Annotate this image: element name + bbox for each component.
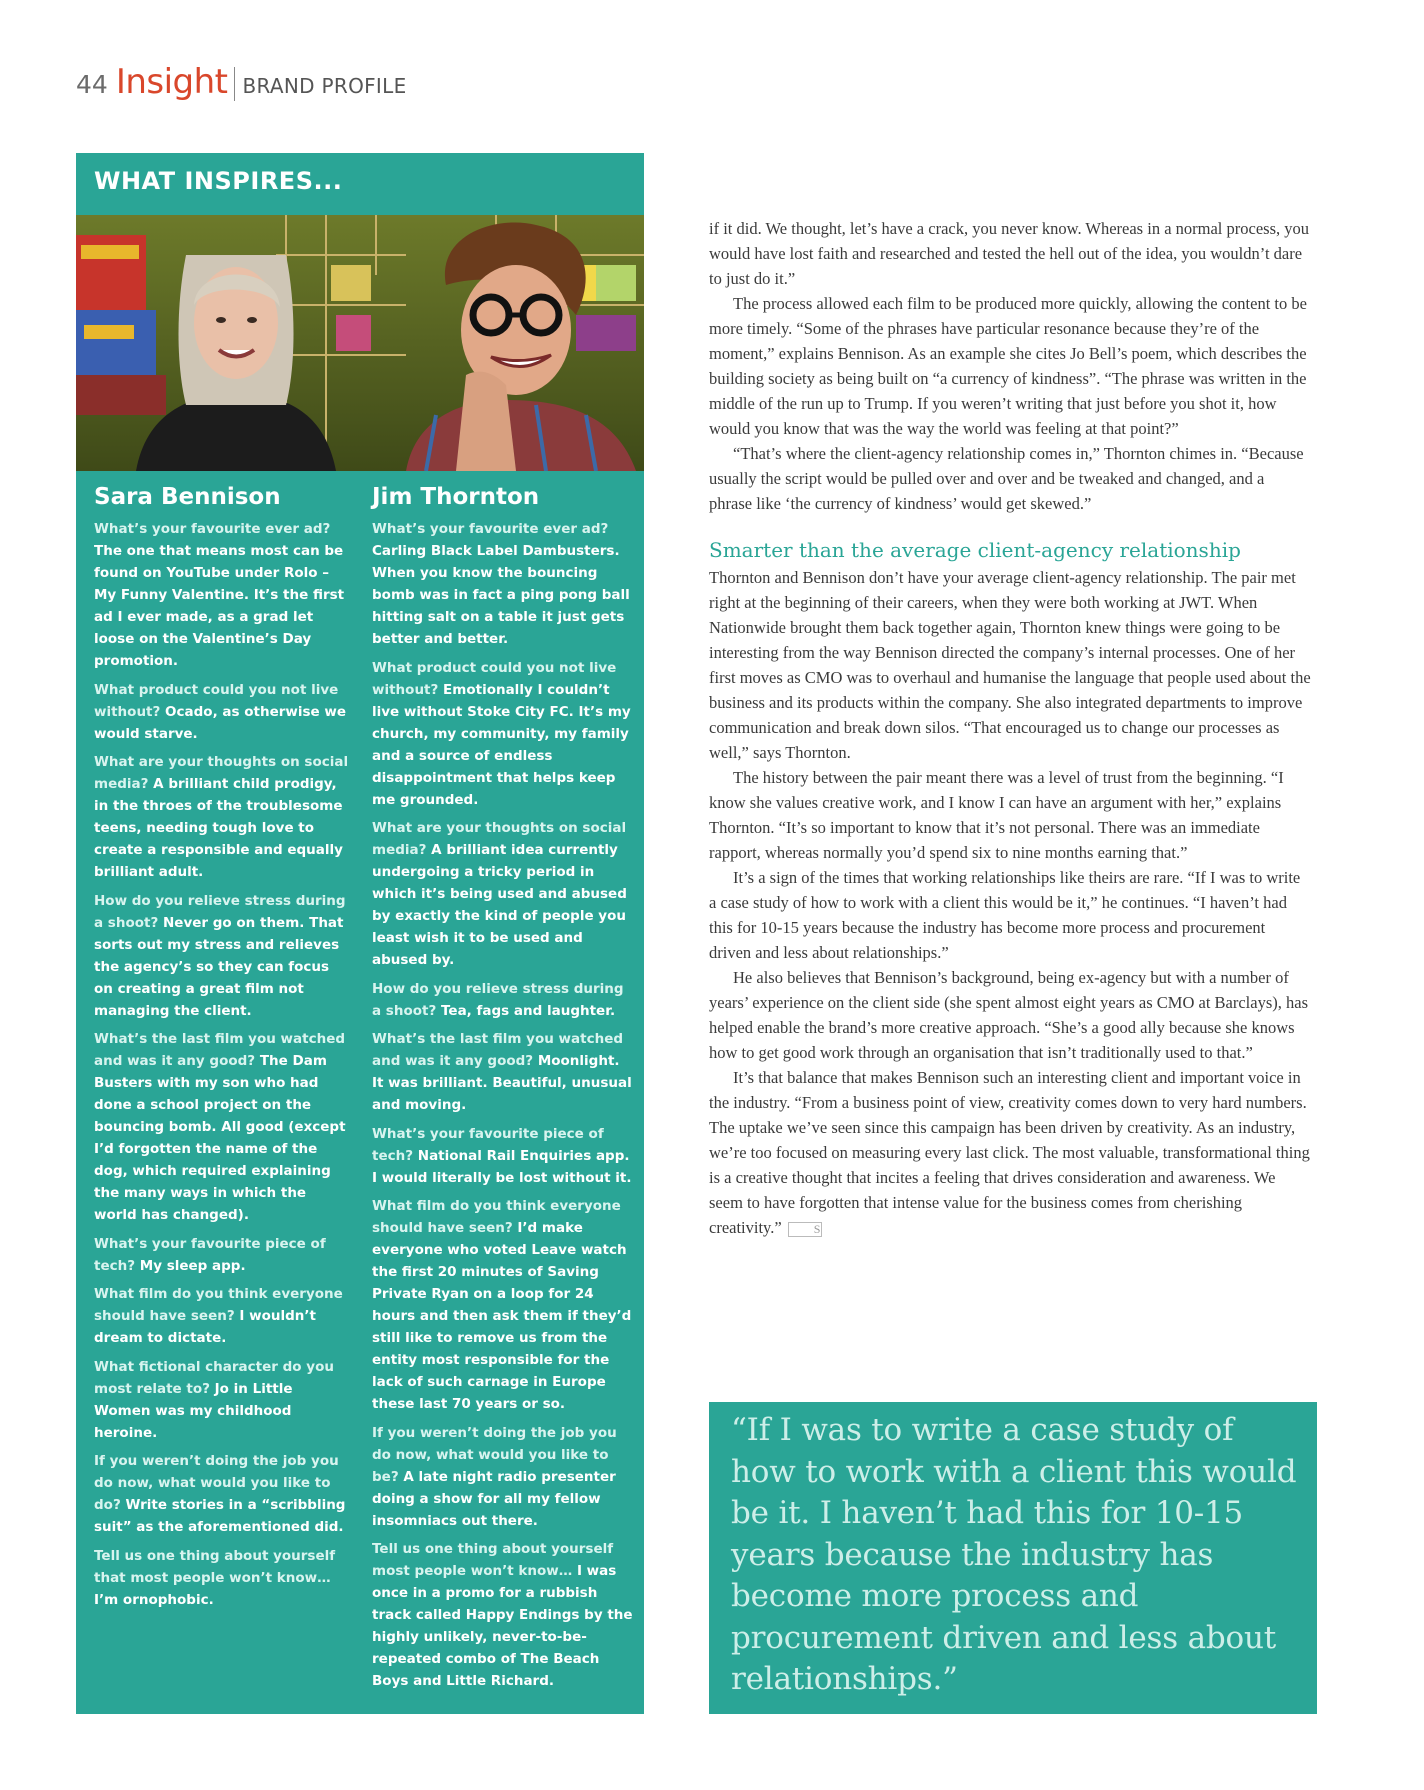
paragraph: Thornton and Bennison don’t have your average client-agency relationship. The pair met right at the beginning of their careers, when they were both working at JWT. When Nationwide brought them back together again, Thornton knew things were going to be interesting from the way Bennison directed the company’s internal processes. One of her first moves as CMO was to overhaul and humanise the language that people used about the business and its products within the company. She also integrated departments to improve communication and break down silos. “That encouraged us to change our processes as well,” says Thornton. [709, 568, 1311, 762]
question: What film do you think everyone should have seen? [94, 1286, 343, 1324]
qa-item [94, 1450, 349, 1538]
qa-item [372, 657, 634, 811]
end-mark-icon: S [788, 1222, 823, 1237]
answer: Moonlight. It was brilliant. Beautiful, unusual and moving. [372, 1053, 632, 1113]
paragraph-text: It’s that balance that makes Bennison such an interesting client and important voice in the industry. “From a business point of view, creativity comes down to very hard numbers. The uptake we’ve seen since this campaign has been driven by creativity. As an industry, we’re too focused on measuring every last click. The most valuable, transformational thing is a creative thought that incites a feeling that drives consideration and awareness. We seem to have forgotten that intense value for the business comes from cherishing creativity.” [709, 1068, 1310, 1237]
answer: Emotionally I couldn’t live without Stoke City FC. It’s my church, my community, my family and a source of endless disappointment that helps keep me grounded. [372, 681, 631, 808]
question: What’s the last film you watched and was it any good? [372, 1031, 624, 1069]
subsection-title: BRAND PROFILE [242, 74, 407, 98]
qa-item [372, 1195, 634, 1415]
what-inspires-sidebar [76, 153, 644, 1714]
portrait-illustration [76, 215, 644, 471]
qa-item [372, 1538, 634, 1692]
question: Tell us one thing about yourself that most people won’t know… [94, 1547, 336, 1586]
qa-item [94, 1283, 349, 1349]
qa-item [94, 751, 349, 883]
qa-item [94, 1028, 349, 1226]
page-number: 44 [76, 70, 108, 99]
answer: I was once in a promo for a rubbish track called Happy Endings by the highly unlikely, never-to-be-repeated combo of The Beach Boys and Little Richard. [372, 1563, 633, 1689]
answer: Carling Black Label Dambusters. When you know the bouncing bomb was in fact a ping pong ball hitting salt on a table it just gets better and better. [372, 543, 630, 647]
paragraph: “That’s where the client-agency relationship comes in,” Thornton chimes in. “Because usually the script would be pulled over and over and be tweaked and changed, and a phrase like ‘the currency of kindness’ would get skewed.” [709, 444, 1304, 513]
answer: The Dam Busters with my son who had done a school project on the bouncing bomb. All good (except I’d forgotten the name of the dog, which required explaining the many ways in which the world has changed). [94, 1053, 346, 1223]
question: How do you relieve stress during a shoot? [372, 980, 624, 1019]
sidebar-title: WHAT INSPIRES... [94, 167, 343, 195]
question: What’s your favourite piece of tech? [372, 1125, 604, 1164]
answer: Jo in Little Women was my childhood heroine. [94, 1380, 293, 1441]
qa-item [372, 518, 634, 650]
answer: I’d make everyone who voted Leave watch the first 20 minutes of Saving Private Ryan on a loop for 24 hours and then ask them if they’d still like to remove us from the entity most responsible for the lack of such carnage in Europe these last 70 years or so. [372, 1220, 632, 1412]
answer: Tea, fags and laughter. [441, 1002, 616, 1019]
person-name: Sara Bennison [94, 484, 281, 510]
answer: Ocado, as otherwise we would starve. [94, 703, 347, 742]
answer: A brilliant idea currently undergoing a tricky period in which it’s being used and abused by exactly the kind of people you least wish it to be used and abused by. [372, 842, 627, 968]
answer: A brilliant child prodigy, in the throes of the troublesome teens, needing tough love to create a responsible and equally brilliant adult. [94, 776, 343, 880]
qa-item [372, 1422, 634, 1532]
paragraph: It’s a sign of the times that working relationships like theirs are rare. “If I was to write a case study of how to work with a client this would be it,” he continues. “I haven’t had this for 10-15 years because the industry has become more process and procurement driven and less about relationships.” [709, 868, 1301, 962]
question: If you weren’t doing the job you do now, what would you like to do? [94, 1453, 339, 1513]
question: How do you relieve stress during a shoot? [94, 892, 346, 931]
paragraph [709, 1065, 1311, 1240]
qa-item [372, 978, 634, 1022]
answer: I’m ornophobic. [94, 1591, 214, 1608]
qa-item [94, 518, 349, 672]
answer: I wouldn’t dream to dictate. [94, 1308, 316, 1346]
answer: My sleep app. [139, 1257, 246, 1274]
pull-quote-box [709, 1402, 1317, 1714]
qa-item [372, 1123, 634, 1189]
question: What are your thoughts on social media? [372, 820, 627, 858]
portrait-photo [76, 215, 644, 471]
qa-item [94, 1356, 349, 1444]
question: What film do you think everyone should have seen? [372, 1198, 621, 1236]
answer: A late night radio presenter doing a show for all my fellow insomniacs out there. [372, 1468, 616, 1529]
article-body [709, 216, 1311, 1240]
qa-item [94, 890, 349, 1022]
question: What’s your favourite ever ad? [94, 521, 331, 537]
paragraph: The process allowed each film to be produced more quickly, allowing the content to be more timely. “Some of the phrases have particular resonance because they’re of the moment,” explains Bennison. As an example she cites Jo Bell’s poem, which describes the building society as being built on “a currency of kindness”. “The phrase was written in the middle of the run up to Trump. If you weren’t writing that just before you shot it, how would you know that was the way the world was feeling at that point?” [709, 294, 1307, 438]
question: What product could you not live without? [94, 681, 339, 720]
pull-quote: “If I was to write a case study of how to work with a client this would be it. I haven’t had this for 10-15 years because the industry has become more process and procurement driven and less about relationships.” [731, 1412, 1297, 1697]
qa-item [94, 679, 349, 745]
header-divider [234, 67, 235, 101]
question: Tell us one thing about yourself most people won’t know… [372, 1541, 614, 1579]
article-subheading: Smarter than the average client-agency relationship [709, 538, 1241, 562]
qa-item [372, 1028, 634, 1116]
question: What are your thoughts on social media? [94, 754, 349, 792]
section-title: Insight [115, 62, 228, 102]
question: What product could you not live without? [372, 659, 617, 698]
answer: National Rail Enquiries app. I would literally be lost without it. [372, 1147, 632, 1186]
paragraph: if it did. We thought, let’s have a crack, you never know. Whereas in a normal process, you would have lost faith and researched and tested the hell out of the idea, you wouldn’t dare to just do it.” [709, 219, 1309, 288]
person-profile-jim [372, 484, 634, 1699]
answer: The one that means most can be found on YouTube under Rolo – My Funny Valentine. It’s the first ad I ever made, as a grad let loose on the Valentine’s Day promotion. [94, 543, 345, 669]
paragraph: He also believes that Bennison’s background, being ex-agency but with a number of years’ experience on the client side (she spent almost eight years as CMO at Barclays), has helped enable the brand’s more creative approach. “She’s a good ally because she knows how to get good work through an organisation that isn’t traditionally used to that.” [709, 968, 1308, 1062]
person-name: Jim Thornton [372, 484, 540, 510]
question: What’s the last film you watched and was it any good? [94, 1031, 346, 1069]
qa-item [372, 817, 634, 971]
paragraph: The history between the pair meant there was a level of trust from the beginning. “I know she values creative work, and I know I can have an argument with her,” explains Thornton. “It’s so important to know that it’s not personal. There was an immediate rapport, whereas normally you’d spend six to nine months earning that.” [709, 768, 1284, 862]
question: If you weren’t doing the job you do now, what would you like to be? [372, 1424, 617, 1485]
answer: Write stories in a “scribbling suit” as the aforementioned did. [94, 1497, 346, 1535]
question: What’s your favourite piece of tech? [94, 1235, 326, 1274]
qa-item [94, 1545, 349, 1611]
answer: Never go on them. That sorts out my stress and relieves the agency’s so they can focus on creating a great film not managing the client. [94, 914, 344, 1019]
person-profile-sara [94, 484, 349, 1617]
qa-item [94, 1233, 349, 1277]
page-header [76, 62, 407, 106]
question: What fictional character do you most relate to? [94, 1358, 334, 1397]
question: What’s your favourite ever ad? [372, 521, 609, 537]
